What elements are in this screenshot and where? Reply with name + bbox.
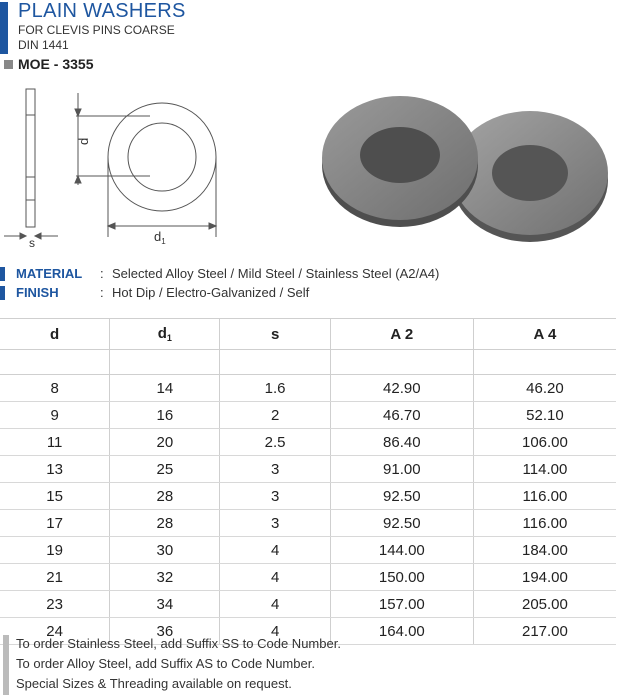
dimension-d1-label: $d_1$ — [154, 229, 166, 246]
table-cell: 30 — [110, 537, 220, 564]
note-alloy: To order Alloy Steel, add Suffix AS to Code Number. — [16, 656, 315, 671]
table-cell: 2.5 — [220, 429, 330, 456]
table-cell: 42.90 — [330, 375, 473, 402]
spec-label: FINISH — [16, 285, 59, 300]
table-cell: 194.00 — [473, 564, 616, 591]
table-cell: 52.10 — [473, 402, 616, 429]
table-row — [0, 375, 616, 402]
table-cell: 4 — [220, 564, 330, 591]
table-cell: 15 — [0, 483, 110, 510]
table-cell: 184.00 — [473, 537, 616, 564]
table-cell: 150.00 — [330, 564, 473, 591]
table-cell: 32 — [110, 564, 220, 591]
table-cell: 3 — [220, 510, 330, 537]
page-title: PLAIN WASHERS — [18, 0, 186, 22]
table-cell: 157.00 — [330, 591, 473, 618]
table-cell: 17 — [0, 510, 110, 537]
table-spacer-row — [0, 350, 616, 375]
col-header-d1: $d_1$ — [110, 319, 220, 350]
table-cell: 23 — [0, 591, 110, 618]
subtitle-application: FOR CLEVIS PINS COARSE — [18, 23, 175, 37]
table-cell: 11 — [0, 429, 110, 456]
table-cell: 116.00 — [473, 483, 616, 510]
table-cell: 2 — [220, 402, 330, 429]
table-row — [0, 483, 616, 510]
subtitle-standard: DIN 1441 — [18, 38, 69, 52]
table-cell: 92.50 — [330, 483, 473, 510]
table-row — [0, 591, 616, 618]
table-cell: 9 — [0, 402, 110, 429]
spec-marker — [0, 286, 5, 300]
table-cell: 28 — [110, 483, 220, 510]
table-cell: 164.00 — [330, 618, 473, 645]
col-header-a4: A 4 — [473, 319, 616, 350]
spec-finish — [0, 284, 620, 302]
dimension-d-label: d — [76, 137, 91, 145]
table-cell: 86.40 — [330, 429, 473, 456]
table-cell: 106.00 — [473, 429, 616, 456]
table-cell: 16 — [110, 402, 220, 429]
spec-material — [0, 265, 620, 283]
table-cell: 114.00 — [473, 456, 616, 483]
table-cell: 116.00 — [473, 510, 616, 537]
table-row — [0, 429, 616, 456]
table-cell: 36 — [110, 618, 220, 645]
col-header-s: s — [220, 319, 330, 350]
table-cell: 92.50 — [330, 510, 473, 537]
table-cell: 217.00 — [473, 618, 616, 645]
table-cell: 46.70 — [330, 402, 473, 429]
table-header-row — [0, 319, 616, 350]
table-row — [0, 456, 616, 483]
table-cell: 46.20 — [473, 375, 616, 402]
table-cell: 4 — [220, 591, 330, 618]
spec-value: Selected Alloy Steel / Mild Steel / Stainless Steel (A2/A4) — [112, 266, 440, 281]
table-cell: 1.6 — [220, 375, 330, 402]
notes-marker — [3, 635, 9, 695]
washer-photo — [320, 85, 620, 250]
spec-colon: : — [100, 285, 104, 300]
table-row — [0, 564, 616, 591]
table-row — [0, 402, 616, 429]
note-stainless: To order Stainless Steel, add Suffix SS to Code Number. — [16, 636, 341, 651]
note-special: Special Sizes & Threading available on request. — [16, 676, 292, 691]
table-cell: 13 — [0, 456, 110, 483]
spec-label: MATERIAL — [16, 266, 83, 281]
table-cell: 144.00 — [330, 537, 473, 564]
table-cell: 91.00 — [330, 456, 473, 483]
dimensions-price-table — [0, 318, 616, 645]
title-accent-bar — [0, 2, 8, 54]
table-row — [0, 510, 616, 537]
table-cell: 20 — [110, 429, 220, 456]
product-code: MOE - 3355 — [18, 56, 94, 72]
col-header-a2: A 2 — [330, 319, 473, 350]
table-cell: 3 — [220, 456, 330, 483]
table-cell: 4 — [220, 537, 330, 564]
table-cell: 3 — [220, 483, 330, 510]
table-row — [0, 537, 616, 564]
table-cell: 19 — [0, 537, 110, 564]
table-cell: 8 — [0, 375, 110, 402]
spec-marker — [0, 267, 5, 281]
spec-value: Hot Dip / Electro-Galvanized / Self — [112, 285, 310, 300]
table-cell: 24 — [0, 618, 110, 645]
code-marker — [4, 60, 13, 69]
table-cell: 14 — [110, 375, 220, 402]
table-cell: 4 — [220, 618, 330, 645]
dimension-s-label: s — [29, 236, 35, 250]
table-cell: 25 — [110, 456, 220, 483]
table-cell: 34 — [110, 591, 220, 618]
washer-left — [322, 96, 478, 227]
technical-drawing — [0, 85, 240, 255]
table-cell: 21 — [0, 564, 110, 591]
table-cell: 205.00 — [473, 591, 616, 618]
table-cell: 28 — [110, 510, 220, 537]
col-header-d: d — [0, 319, 110, 350]
spec-colon: : — [100, 266, 104, 281]
